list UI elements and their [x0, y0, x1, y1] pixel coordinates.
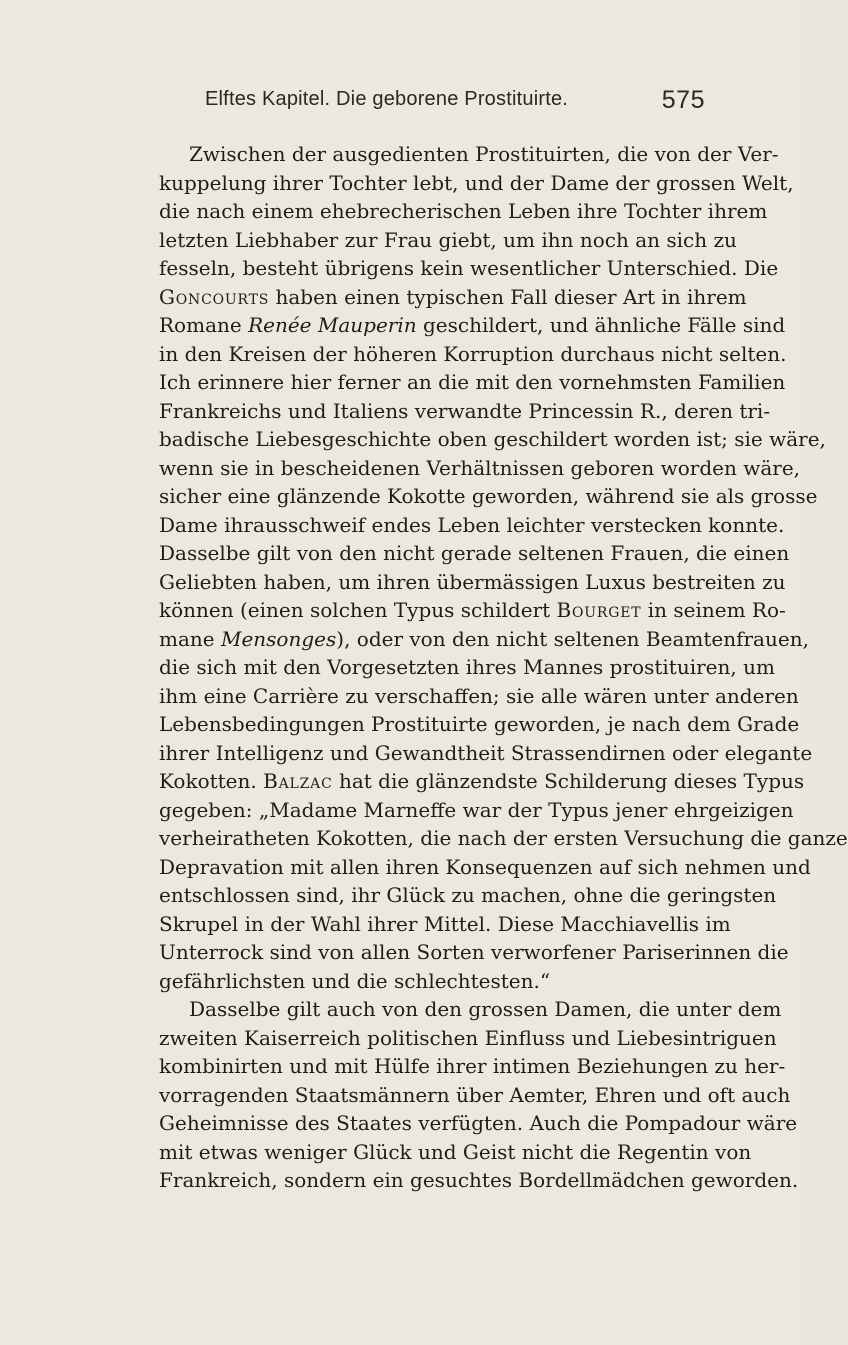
text-line: Dasselbe gilt von den nicht gerade seltenen Frauen, die einen	[159, 541, 790, 565]
text-line: wenn sie in bescheidenen Verhältnissen geboren worden wäre,	[159, 455, 801, 480]
text-line: gegeben: „Madame Marneffe war der Typus jener ehrgeizigen	[159, 797, 794, 822]
text-line: Lebensbedingungen Prostituirte geworden, je nach dem Grade	[159, 712, 800, 736]
text-line: Dasselbe gilt auch von den grossen Damen, die unter dem	[189, 997, 782, 1021]
text-line: Ich erinnere hier ferner an die mit den vornehmsten Familien	[159, 370, 786, 394]
text-line: Unterrock sind von allen Sorten verworfener Pariserinnen die	[159, 940, 789, 964]
text-line: Dame ihrausschweif endes Leben leichter verstecken konnte.	[159, 512, 785, 537]
text-line: zweiten Kaiserreich politischen Einfluss und Liebesintriguen	[159, 1025, 777, 1050]
text-line: Goncourts haben einen typischen Fall dieser Art in ihrem	[159, 284, 747, 309]
text-line: Kokotten. Balzac hat die glänzendste Schilderung dieses Typus	[159, 769, 805, 793]
author-name: Goncourts	[159, 284, 270, 309]
text-line: Geheimnisse des Staates verfügten. Auch die Pompadour wäre	[159, 1111, 798, 1135]
text-line: Depravation mit allen ihren Konsequenzen auf sich nehmen und	[159, 854, 811, 879]
author-name: Balzac	[263, 769, 333, 793]
text-line: Skrupel in der Wahl ihrer Mittel. Diese Macchiavellis im	[159, 911, 731, 936]
text-line: Frankreichs und Italiens verwandte Princessin R., deren tri-	[159, 398, 771, 423]
text-line: letzten Liebhaber zur Frau giebt, um ihn noch an sich zu	[159, 227, 737, 252]
page-number: 575	[661, 86, 705, 114]
book-title: Mensonges	[220, 626, 337, 651]
text-line: ihm eine Carrière zu verschaffen; sie alle wären unter anderen	[159, 683, 799, 708]
running-title: Elftes Kapitel. Die geborene Prostituirte.	[205, 88, 569, 110]
text-line: verheiratheten Kokotten, die nach der ersten Versuchung die ganze	[159, 826, 848, 850]
text-line: die sich mit den Vorgesetzten ihres Mannes prostituiren, um	[159, 655, 775, 679]
text-line: Geliebten haben, um ihren übermässigen Luxus bestreiten zu	[159, 569, 786, 594]
text-line: entschlossen sind, ihr Glück zu machen, ohne die geringsten	[159, 883, 777, 907]
text-line: sicher eine glänzende Kokotte geworden, während sie als grosse	[159, 484, 818, 508]
text-line: Romane Renée Mauperin geschildert, und ähnliche Fälle sind	[159, 313, 786, 337]
book-title: Renée Mauperin	[248, 313, 417, 337]
text-line: Zwischen der ausgedienten Prostituirten, die von der Ver-	[189, 142, 779, 166]
author-name: Bourget	[556, 598, 642, 622]
text-line: gefährlichsten und die schlechtesten.“	[159, 968, 551, 993]
text-line: in den Kreisen der höheren Korruption durchaus nicht selten.	[159, 341, 787, 366]
page-header	[205, 88, 705, 122]
text-line: kuppelung ihrer Tochter lebt, und der Dame der grossen Welt,	[159, 170, 794, 195]
text-line: mit etwas weniger Glück und Geist nicht die Regentin von	[159, 1139, 752, 1164]
text-line: können (einen solchen Typus schildert Bourget in seinem Ro-	[159, 598, 786, 622]
text-line: vorragenden Staatsmännern über Aemter, Ehren und oft auch	[159, 1082, 791, 1107]
body-text	[159, 140, 848, 1195]
text-line: kombinirten und mit Hülfe ihrer intimen Beziehungen zu her-	[159, 1054, 786, 1078]
text-line: die nach einem ehebrecherischen Leben ihre Tochter ihrem	[159, 199, 768, 223]
text-line: ihrer Intelligenz und Gewandtheit Strassendirnen oder elegante	[159, 740, 813, 765]
text-line: mane Mensonges), oder von den nicht seltenen Beamtenfrauen,	[159, 626, 809, 651]
text-line: fesseln, besteht übrigens kein wesentlicher Unterschied. Die	[159, 256, 779, 280]
text-line: badische Liebesgeschichte oben geschildert worden ist; sie wäre,	[159, 427, 826, 451]
text-line: Frankreich, sondern ein gesuchtes Bordellmädchen geworden.	[159, 1168, 799, 1192]
